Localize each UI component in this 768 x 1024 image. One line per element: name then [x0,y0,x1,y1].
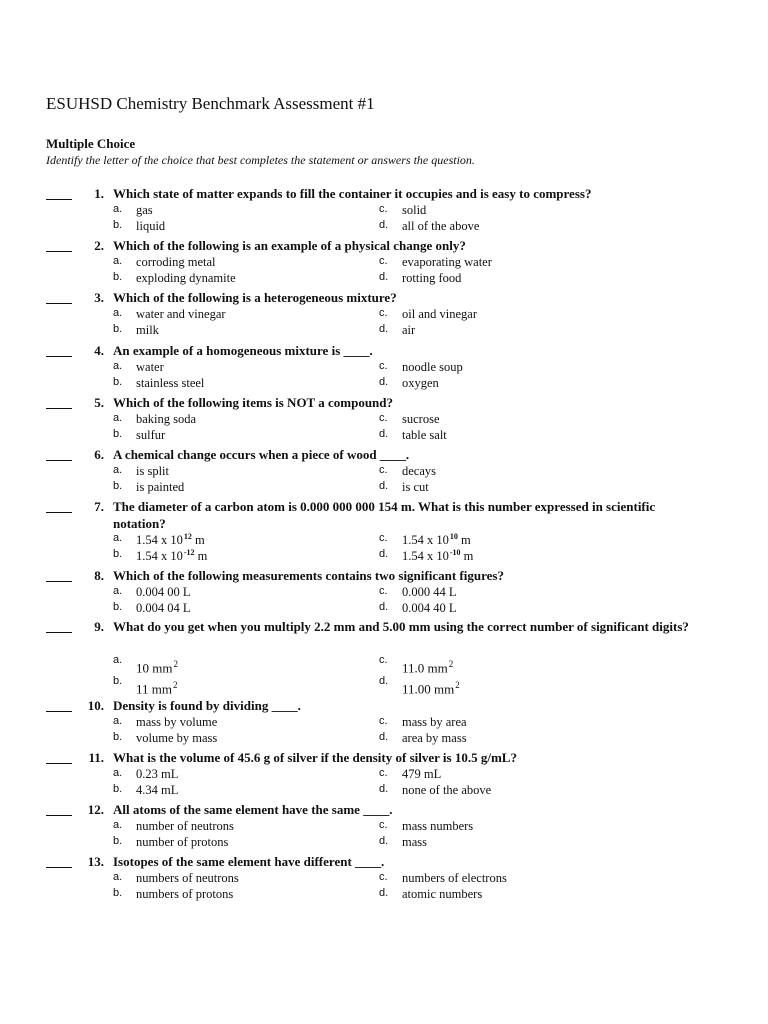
option-letter: d. [379,219,389,231]
question-12 [0,802,768,854]
option-letter: c. [379,585,388,597]
option-text: area by mass [402,731,467,745]
option-exponent: 2 [455,680,460,690]
option-text: water [136,360,164,374]
question-2 [0,238,768,290]
option-unit: m [461,533,471,548]
option-letter: d. [379,601,389,613]
option-text: 0.004 00 L [136,585,191,599]
option-text: baking soda [136,412,197,426]
option-exponent: -10 [449,548,461,557]
option-letter: c. [379,412,388,424]
option-letter: c. [379,819,388,831]
option-text: water and vinegar [136,307,226,321]
option-letter: a. [113,307,123,319]
instructions: Identify the letter of the choice that best completes the statement or answers the question. [46,153,475,167]
question-10 [0,698,768,750]
option-letter: c. [379,360,388,372]
option-text: 1.54 x 10 [402,533,449,548]
question-number: 3. [94,290,104,305]
option-text: gas [136,203,153,217]
answer-blank[interactable] [46,711,72,712]
option-text: 0.000 44 L [402,585,457,599]
option-letter: b. [113,835,123,847]
option-text: numbers of electrons [402,871,507,885]
option-letter: d. [379,323,389,335]
option-text: stainless steel [136,376,205,390]
option-text: 4.34 mL [136,783,179,797]
option-exponent: 2 [448,659,454,669]
option-text: none of the above [402,783,492,797]
option-letter: a. [113,819,123,831]
option-letter: a. [113,767,123,779]
question-number: 9. [94,619,104,634]
question-9 [0,619,768,697]
option-letter: d. [379,887,389,899]
option-letter: b. [113,675,123,687]
option-letter: c. [379,255,388,267]
option-text: table salt [402,428,447,442]
option-letter: b. [113,548,123,560]
question-text: Isotopes of the same element have different ____. [113,854,385,869]
question-number: 6. [94,447,104,462]
question-number: 8. [94,568,104,583]
option-letter: b. [113,428,123,440]
option-text: mass [402,835,427,849]
option-text: atomic numbers [402,887,483,901]
option-text: volume by mass [136,731,218,745]
question-4 [0,343,768,395]
option-text: oil and vinegar [402,307,477,321]
question-number: 5. [94,395,104,410]
option-text: 0.004 40 L [402,601,457,615]
option-letter: c. [379,767,388,779]
option-text: air [402,323,416,337]
option-text: evaporating water [402,255,492,269]
question-3 [0,290,768,342]
option-exponent: 12 [183,532,192,541]
option-text: is cut [402,480,429,494]
option-text: numbers of neutrons [136,871,239,885]
option-letter: a. [113,585,123,597]
option-text: 1.54 x 10 [136,533,183,548]
option-letter: a. [113,203,123,215]
option-letter: d. [379,428,389,440]
question-number: 1. [94,186,104,201]
question-7 [0,499,768,567]
question-text: An example of a homogeneous mixture is ____. [113,343,373,358]
option-exponent: 2 [173,680,178,690]
question-number: 2. [94,238,104,253]
option-letter: a. [113,360,123,372]
option-text: exploding dynamite [136,271,236,285]
option-text: is painted [136,480,185,494]
answer-blank[interactable] [46,581,72,582]
question-number: 7. [94,499,104,514]
option-letter: b. [113,783,123,795]
option-letter: b. [113,480,123,492]
question-8 [0,568,768,620]
option-letter: d. [379,271,389,283]
option-text: mass by volume [136,715,218,729]
question-number: 11. [88,750,104,765]
option-letter: a. [113,412,123,424]
option-unit: m [197,549,208,564]
option-letter: c. [379,203,388,215]
question-text: What is the volume of 45.6 g of silver if the density of silver is 10.5 g/mL? [113,750,517,765]
question-text: Which of the following is an example of a physical change only? [113,238,466,253]
option-letter: d. [379,480,389,492]
option-text: number of protons [136,835,229,849]
option-letter: a. [113,871,123,883]
answer-blank[interactable] [46,867,72,868]
option-text: 11.00 mm [402,681,455,697]
option-text: solid [402,203,427,217]
option-text: oxygen [402,376,439,390]
question-text: Density is found by dividing ____. [113,698,301,713]
option-exponent: 2 [173,659,178,669]
option-letter: c. [379,871,388,883]
option-text: sucrose [402,412,440,426]
option-text: mass numbers [402,819,474,833]
option-text: 1.54 x 10 [136,549,183,564]
answer-blank[interactable] [46,815,72,816]
option-letter: b. [113,601,123,613]
option-text: 0.23 mL [136,767,179,781]
option-unit: m [463,549,474,564]
option-letter: b. [113,731,123,743]
answer-blank[interactable] [46,356,72,357]
option-letter: d. [379,783,389,795]
answer-blank[interactable] [46,303,72,304]
option-letter: c. [379,307,388,319]
question-text: The diameter of a carbon atom is 0.000 000 000 154 m. What is this number expressed in scientific notation? [113,499,656,531]
option-letter: a. [113,464,123,476]
option-letter: c. [379,715,388,727]
question-text: Which of the following is a heterogeneous mixture? [113,290,397,305]
question-1 [0,186,768,238]
option-letter: d. [379,548,389,560]
option-text: rotting food [402,271,462,285]
option-letter: a. [113,715,123,727]
option-exponent: -12 [183,548,195,557]
answer-blank[interactable] [46,408,72,409]
option-letter: b. [113,219,123,231]
question-text: What do you get when you multiply 2.2 mm and 5.00 mm using the correct number of significant digits? [113,619,689,634]
question-number: 12. [87,802,104,817]
option-text: is split [136,464,169,478]
option-text: all of the above [402,219,480,233]
option-text: noodle soup [402,360,463,374]
option-text: decays [402,464,437,478]
option-letter: b. [113,323,123,335]
question-text: A chemical change occurs when a piece of wood ____. [113,447,410,462]
option-text: corroding metal [136,255,216,269]
question-text: Which state of matter expands to fill the container it occupies and is easy to compress? [113,186,592,201]
option-text: milk [136,323,159,337]
option-text: liquid [136,219,166,233]
page-title: ESUHSD Chemistry Benchmark Assessment #1 [46,94,375,113]
option-letter: d. [379,835,389,847]
option-letter: c. [379,654,388,666]
option-text: 10 mm [136,660,173,676]
section-heading: Multiple Choice [46,136,136,151]
question-text: Which of the following items is NOT a compound? [113,395,394,410]
option-text: numbers of protons [136,887,234,901]
option-letter: c. [379,464,388,476]
question-number: 4. [94,343,104,358]
option-letter: a. [113,255,123,267]
question-number: 13. [87,854,104,869]
question-number: 10. [87,698,104,713]
option-exponent: 10 [449,532,458,541]
answer-blank[interactable] [46,251,72,252]
question-13 [0,854,768,906]
answer-blank[interactable] [46,460,72,461]
answer-blank[interactable] [46,512,72,513]
option-letter: d. [379,731,389,743]
question-text: All atoms of the same element have the same ____. [113,802,393,817]
option-text: 479 mL [402,767,442,781]
answer-blank[interactable] [46,763,72,764]
option-text: number of neutrons [136,819,234,833]
option-text: 1.54 x 10 [402,549,449,564]
option-text: 0.004 04 L [136,601,191,615]
answer-blank[interactable] [46,632,72,633]
question-6 [0,447,768,499]
option-text: 11 mm [136,681,172,697]
option-letter: d. [379,376,389,388]
option-text: 11.0 mm [402,660,448,676]
option-letter: b. [113,376,123,388]
option-letter: c. [379,532,388,544]
question-11 [0,750,768,802]
option-unit: m [195,533,205,548]
option-letter: a. [113,532,123,544]
question-5 [0,395,768,447]
option-letter: b. [113,271,123,283]
option-letter: d. [379,675,389,687]
answer-blank[interactable] [46,199,72,200]
question-text: Which of the following measurements contains two significant figures? [113,568,504,583]
option-letter: b. [113,887,123,899]
option-text: mass by area [402,715,467,729]
option-letter: a. [113,654,123,666]
option-text: sulfur [136,428,166,442]
